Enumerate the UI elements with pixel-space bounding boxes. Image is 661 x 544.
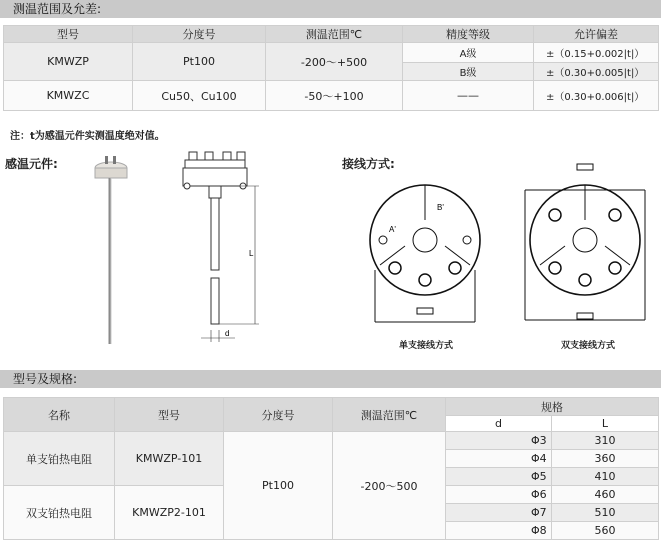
spec-L: 560 — [552, 522, 659, 540]
cell-index: Cu50、Cu100 — [133, 81, 266, 111]
spec-L: 510 — [552, 504, 659, 522]
cell-tolerance: ±（0.30+0.005|t|） — [534, 63, 659, 81]
spec-L: 410 — [552, 468, 659, 486]
terminal-label-b: B' — [437, 203, 444, 212]
wiring-label: 接线方式: — [342, 157, 395, 171]
col-header-spec: 规格 — [446, 398, 659, 416]
col-header-name: 名称 — [4, 398, 115, 432]
col-header-d: d — [446, 416, 552, 432]
double-wiring-caption: 双支接线方式 — [561, 341, 616, 351]
col-header-range: 测温范围℃ — [333, 398, 446, 432]
spec-d: Φ6 — [446, 486, 552, 504]
section-title-tolerance: 测温范围及允差: — [0, 0, 661, 18]
col-header-model: 型号 — [4, 26, 133, 43]
section-title-models: 型号及规格: — [0, 370, 661, 388]
spec-d: Φ5 — [446, 468, 552, 486]
cell-model: KMWZP-101 — [115, 432, 224, 486]
models-table — [3, 397, 659, 540]
single-wiring-caption: 单支接线方式 — [399, 341, 454, 351]
col-header-index: 分度号 — [133, 26, 266, 43]
cell-name: 单支铂热电阻 — [4, 432, 115, 486]
spec-d: Φ3 — [446, 432, 552, 450]
sensor-assembly-drawing — [175, 150, 265, 350]
cell-name: 双支铂热电阻 — [4, 486, 115, 540]
cell-tolerance: ±（0.15+0.002|t|） — [534, 43, 659, 63]
cell-range: -200～+500 — [266, 43, 403, 81]
cell-grade: —— — [403, 81, 534, 111]
cell-grade: A级 — [403, 43, 534, 63]
spec-L: 460 — [552, 486, 659, 504]
terminal-label-a: A' — [389, 225, 396, 234]
sensor-element-image — [85, 150, 135, 350]
dim-d-label: d — [225, 329, 230, 338]
cell-grade: B级 — [403, 63, 534, 81]
cell-tolerance: ±（0.30+0.006|t|） — [534, 81, 659, 111]
double-wiring-diagram — [520, 160, 650, 330]
dim-L-label: L — [249, 249, 254, 258]
tolerance-table — [3, 25, 659, 111]
spec-d: Φ8 — [446, 522, 552, 540]
cell-index: Pt100 — [224, 432, 333, 540]
col-header-L: L — [552, 416, 659, 432]
spec-L: 310 — [552, 432, 659, 450]
col-header-index: 分度号 — [224, 398, 333, 432]
col-header-tolerance: 允许偏差 — [534, 26, 659, 43]
cell-model: KMWZP2-101 — [115, 486, 224, 540]
cell-model: KMWZP — [4, 43, 133, 81]
single-wiring-diagram — [365, 160, 485, 330]
col-header-range: 测温范围℃ — [266, 26, 403, 43]
element-label: 感温元件: — [5, 157, 58, 171]
cell-model: KMWZC — [4, 81, 133, 111]
tolerance-note: 注：t为感温元件实测温度绝对值。 — [10, 131, 165, 142]
cell-range: -200～500 — [333, 432, 446, 540]
cell-index: Pt100 — [133, 43, 266, 81]
cell-range: -50～+100 — [266, 81, 403, 111]
spec-d: Φ4 — [446, 450, 552, 468]
col-header-model: 型号 — [115, 398, 224, 432]
spec-d: Φ7 — [446, 504, 552, 522]
col-header-grade: 精度等级 — [403, 26, 534, 43]
spec-L: 360 — [552, 450, 659, 468]
